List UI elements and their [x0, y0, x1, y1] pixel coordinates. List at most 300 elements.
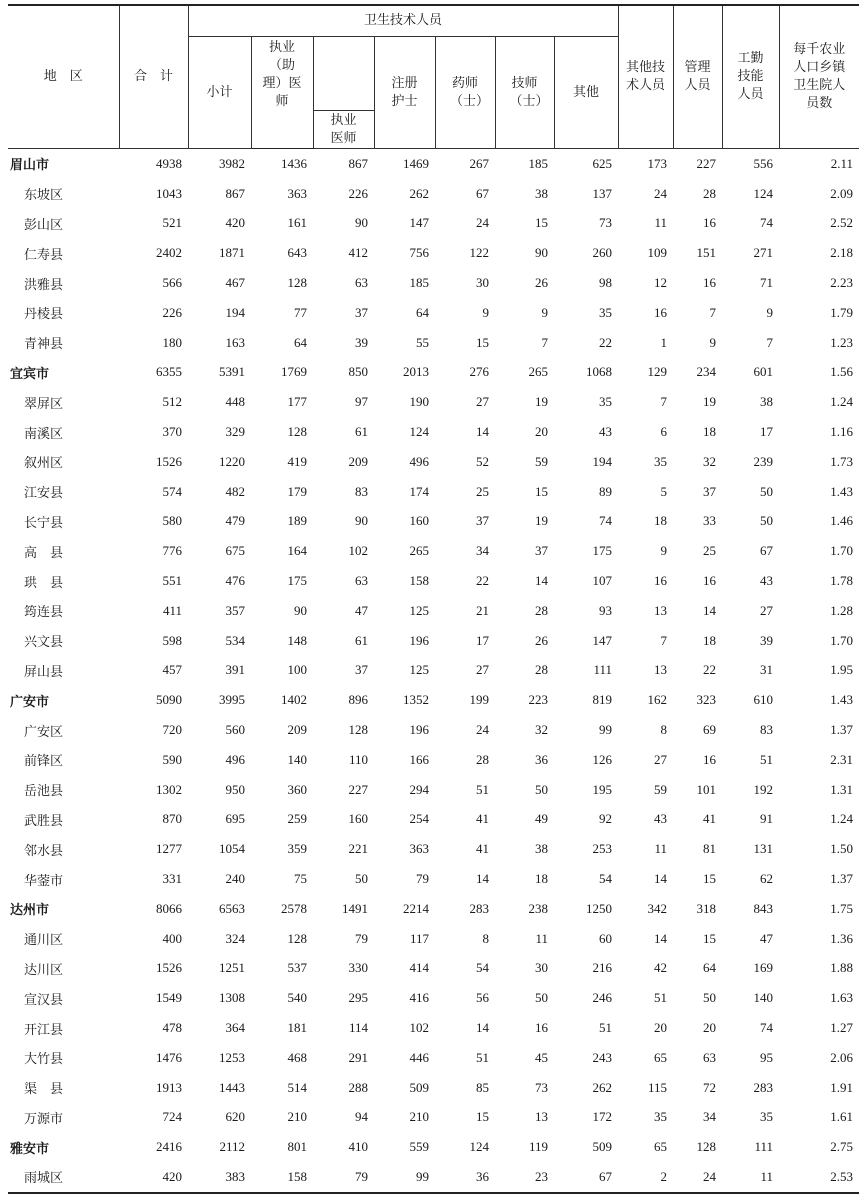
value-cell: 172 — [592, 1109, 613, 1125]
value-cell: 1402 — [281, 692, 307, 708]
value-cell: 61 — [355, 632, 368, 648]
value-cell: 117 — [409, 930, 429, 946]
value-cell: 50 — [760, 513, 774, 529]
value-cell: 1.78 — [830, 573, 854, 589]
value-cell: 17 — [760, 424, 774, 440]
value-cell: 2402 — [156, 245, 182, 261]
value-cell: 27 — [476, 662, 489, 678]
table-row — [8, 179, 859, 209]
value-cell: 60 — [599, 930, 613, 946]
value-cell: 83 — [355, 483, 368, 499]
value-cell: 166 — [409, 751, 429, 767]
value-cell: 16 — [654, 573, 668, 589]
value-cell: 560 — [225, 722, 245, 738]
value-cell: 15 — [535, 483, 548, 499]
value-cell: 114 — [348, 1020, 368, 1035]
value-cell: 330 — [348, 960, 368, 976]
value-cell: 262 — [409, 185, 429, 201]
header-other-tech: 其他技术人员 — [618, 5, 673, 149]
value-cell: 598 — [162, 632, 182, 648]
region-name: 大竹县 — [24, 1052, 64, 1068]
value-cell: 2578 — [281, 900, 307, 916]
table-row — [8, 417, 859, 447]
value-cell: 1469 — [403, 155, 429, 171]
value-cell: 54 — [476, 960, 489, 976]
value-cell: 43 — [599, 424, 613, 440]
value-cell: 37 — [703, 483, 717, 499]
value-cell: 69 — [703, 722, 717, 738]
value-cell: 238 — [528, 900, 548, 916]
value-cell: 63 — [355, 573, 368, 589]
table-row — [8, 1013, 859, 1043]
header-practicing-physician — [313, 37, 374, 149]
value-cell: 695 — [225, 811, 245, 827]
value-cell: 271 — [753, 245, 774, 261]
value-cell: 420 — [119, 1162, 188, 1193]
header-region: 地 区 — [8, 5, 119, 149]
value-cell: 169 — [753, 960, 774, 976]
value-cell: 482 — [225, 483, 245, 499]
value-cell: 240 — [225, 871, 245, 887]
value-cell: 51 — [654, 990, 668, 1006]
value-cell: 25 — [476, 483, 489, 499]
value-cell: 67 — [554, 1162, 618, 1193]
value-cell: 16 — [703, 215, 717, 231]
value-cell: 67 — [476, 185, 489, 201]
value-cell: 111 — [754, 1139, 774, 1155]
city-row — [8, 894, 859, 924]
value-cell: 2.52 — [830, 215, 854, 231]
value-cell: 223 — [528, 692, 548, 708]
value-cell: 9 — [660, 543, 668, 559]
value-cell: 90 — [294, 602, 307, 618]
value-cell: 1.61 — [830, 1109, 854, 1125]
value-cell: 19 — [535, 394, 548, 410]
value-cell: 13 — [654, 602, 668, 618]
value-cell: 79 — [416, 871, 429, 887]
value-cell: 18 — [703, 424, 717, 440]
header-subtotal: 小计 — [188, 37, 251, 149]
value-cell: 870 — [162, 811, 182, 827]
value-cell: 226 — [348, 185, 368, 201]
value-cell: 950 — [225, 781, 245, 797]
value-cell: 210 — [409, 1109, 429, 1125]
value-cell: 9 — [541, 304, 548, 320]
table-row — [8, 1103, 859, 1133]
value-cell: 64 — [294, 334, 307, 350]
value-cell: 39 — [760, 632, 774, 648]
table-row — [8, 566, 859, 596]
region-name: 万源市 — [24, 1111, 64, 1127]
table-row — [8, 387, 859, 417]
value-cell: 43 — [654, 811, 668, 827]
value-cell: 6 — [660, 424, 668, 440]
value-cell: 540 — [287, 990, 307, 1006]
table-row — [8, 775, 859, 805]
value-cell: 5391 — [219, 364, 245, 380]
value-cell: 24 — [476, 722, 489, 738]
value-cell: 23 — [495, 1162, 554, 1193]
value-cell: 163 — [225, 334, 245, 350]
value-cell: 2013 — [403, 364, 429, 380]
value-cell: 243 — [592, 1049, 613, 1065]
value-cell: 90 — [535, 245, 548, 261]
value-cell: 39 — [355, 334, 368, 350]
value-cell: 24 — [476, 215, 489, 231]
region-name: 广安市 — [10, 694, 50, 710]
region-name: 仁寿县 — [24, 247, 64, 263]
table-row — [8, 715, 859, 745]
value-cell: 147 — [409, 215, 429, 231]
value-cell: 102 — [409, 1020, 429, 1035]
value-cell: 124 — [753, 185, 774, 201]
value-cell: 254 — [409, 811, 429, 827]
value-cell: 843 — [753, 900, 774, 916]
value-cell: 67 — [760, 543, 774, 559]
value-cell: 27 — [654, 751, 668, 767]
value-cell: 1277 — [156, 841, 182, 857]
value-cell: 342 — [647, 900, 668, 916]
table-row — [8, 209, 859, 239]
value-cell: 160 — [348, 811, 368, 827]
value-cell: 1.24 — [830, 394, 854, 410]
value-cell: 62 — [760, 871, 774, 887]
value-cell: 54 — [599, 871, 613, 887]
value-cell: 420 — [225, 215, 245, 231]
value-cell: 457 — [162, 662, 182, 678]
value-cell: 1 — [660, 334, 668, 350]
value-cell: 34 — [476, 543, 489, 559]
value-cell: 1043 — [156, 185, 182, 201]
value-cell: 209 — [287, 722, 307, 738]
value-cell: 15 — [535, 215, 548, 231]
value-cell: 1250 — [586, 900, 613, 916]
value-cell: 107 — [592, 573, 613, 589]
value-cell: 51 — [760, 751, 774, 767]
value-cell: 11 — [722, 1162, 779, 1193]
value-cell: 35 — [654, 1109, 668, 1125]
value-cell: 2214 — [403, 900, 429, 916]
value-cell: 1.37 — [830, 871, 854, 887]
value-cell: 14 — [476, 1020, 489, 1035]
value-cell: 41 — [476, 841, 489, 857]
value-cell: 28 — [703, 185, 717, 201]
value-cell: 85 — [476, 1079, 489, 1095]
value-cell: 128 — [348, 722, 368, 738]
region-name: 宜宾市 — [10, 366, 50, 382]
value-cell: 496 — [409, 453, 429, 469]
value-cell: 234 — [696, 364, 717, 380]
value-cell: 21 — [476, 602, 489, 618]
statistics-table-page — [8, 4, 859, 1194]
value-cell: 28 — [535, 662, 548, 678]
value-cell: 411 — [162, 602, 182, 618]
table-row — [8, 924, 859, 954]
value-cell: 7 — [660, 632, 668, 648]
value-cell: 45 — [535, 1049, 548, 1065]
value-cell: 331 — [162, 871, 182, 887]
value-cell: 1443 — [219, 1079, 245, 1095]
value-cell: 467 — [225, 275, 245, 291]
value-cell: 179 — [287, 483, 307, 499]
value-cell: 18 — [654, 513, 668, 529]
value-cell: 11 — [535, 930, 548, 946]
region-name: 高 县 — [24, 545, 64, 561]
value-cell: 90 — [355, 513, 368, 529]
region-name: 筠连县 — [24, 605, 64, 621]
value-cell: 610 — [753, 692, 774, 708]
value-cell: 126 — [592, 751, 613, 767]
value-cell: 30 — [476, 275, 489, 291]
value-cell: 360 — [287, 781, 307, 797]
value-cell: 16 — [703, 573, 717, 589]
value-cell: 1.16 — [830, 424, 854, 440]
value-cell: 2.53 — [779, 1162, 859, 1193]
value-cell: 1476 — [156, 1049, 182, 1065]
value-cell: 124 — [409, 424, 429, 440]
region-name: 珙 县 — [24, 575, 64, 591]
value-cell: 776 — [162, 543, 182, 559]
value-cell: 590 — [162, 751, 182, 767]
value-cell: 7 — [541, 334, 548, 350]
value-cell: 16 — [703, 275, 717, 291]
table-row — [8, 834, 859, 864]
value-cell: 131 — [753, 841, 774, 857]
value-cell: 414 — [409, 960, 429, 976]
region-name: 岳池县 — [24, 784, 64, 800]
value-cell: 189 — [287, 513, 307, 529]
value-cell: 110 — [348, 751, 368, 767]
region-name: 南溪区 — [24, 426, 64, 442]
value-cell: 196 — [409, 722, 429, 738]
region-name: 广安区 — [24, 724, 64, 740]
value-cell: 14 — [476, 871, 489, 887]
value-cell: 5 — [660, 483, 668, 499]
region-name: 雅安市 — [10, 1141, 50, 1157]
value-cell: 210 — [287, 1109, 307, 1125]
value-cell: 64 — [703, 960, 717, 976]
value-cell: 363 — [287, 185, 307, 201]
value-cell: 1352 — [403, 692, 429, 708]
value-cell: 59 — [535, 453, 548, 469]
region-name: 长宁县 — [24, 515, 64, 531]
value-cell: 164 — [287, 543, 307, 559]
value-cell: 99 — [374, 1162, 435, 1193]
value-cell: 81 — [703, 841, 717, 857]
value-cell: 1.63 — [830, 990, 854, 1006]
value-cell: 128 — [287, 424, 307, 440]
value-cell: 2 — [618, 1162, 673, 1193]
value-cell: 24 — [673, 1162, 722, 1193]
value-cell: 37 — [535, 543, 548, 559]
value-cell: 100 — [287, 662, 307, 678]
region-name: 达川区 — [24, 962, 64, 978]
value-cell: 22 — [599, 334, 613, 350]
value-cell: 551 — [162, 573, 182, 589]
value-cell: 51 — [476, 781, 489, 797]
value-cell: 91 — [760, 811, 774, 827]
table-row — [8, 1073, 859, 1103]
value-cell: 20 — [654, 1020, 668, 1035]
value-cell: 2416 — [156, 1139, 182, 1155]
value-cell: 14 — [703, 602, 717, 618]
value-cell: 6355 — [156, 364, 182, 380]
value-cell: 534 — [225, 632, 245, 648]
value-cell: 94 — [355, 1109, 368, 1125]
value-cell: 102 — [348, 543, 368, 559]
value-cell: 1.24 — [830, 811, 854, 827]
region-name: 宣汉县 — [24, 992, 64, 1008]
value-cell: 601 — [753, 364, 774, 380]
value-cell: 25 — [703, 543, 717, 559]
value-cell: 675 — [225, 543, 245, 559]
value-cell: 227 — [348, 781, 368, 797]
value-cell: 111 — [593, 662, 613, 678]
value-cell: 20 — [703, 1020, 717, 1035]
value-cell: 1253 — [219, 1049, 245, 1065]
value-cell: 1.50 — [830, 841, 854, 857]
value-cell: 2112 — [219, 1139, 245, 1155]
value-cell: 61 — [355, 424, 368, 440]
value-cell: 18 — [703, 632, 717, 648]
value-cell: 8066 — [156, 900, 182, 916]
header-other: 其他 — [554, 37, 618, 149]
value-cell: 52 — [476, 453, 489, 469]
city-row — [8, 149, 859, 179]
value-cell: 1.43 — [830, 692, 854, 708]
value-cell: 15 — [476, 1109, 489, 1125]
region-name: 眉山市 — [10, 158, 50, 174]
value-cell: 148 — [287, 632, 307, 648]
value-cell: 468 — [287, 1049, 307, 1065]
value-cell: 580 — [162, 513, 182, 529]
value-cell: 1769 — [281, 364, 307, 380]
table-header — [8, 5, 859, 149]
city-row — [8, 358, 859, 388]
value-cell: 1526 — [156, 960, 182, 976]
value-cell: 36 — [535, 751, 548, 767]
value-cell: 50 — [760, 483, 774, 499]
region-name: 达州市 — [10, 903, 50, 919]
value-cell: 194 — [225, 304, 245, 320]
region-name: 青神县 — [24, 337, 64, 353]
value-cell: 160 — [409, 513, 429, 529]
header-practicing-physician-label: 执业医师 — [330, 112, 357, 146]
value-cell: 9 — [709, 334, 717, 350]
value-cell: 391 — [225, 662, 245, 678]
value-cell: 867 — [225, 185, 245, 201]
header-registered-nurse: 注册护士 — [374, 37, 435, 149]
value-cell: 36 — [435, 1162, 495, 1193]
value-cell: 128 — [287, 275, 307, 291]
value-cell: 323 — [696, 692, 717, 708]
value-cell: 28 — [535, 602, 548, 618]
value-cell: 161 — [287, 215, 307, 231]
value-cell: 109 — [647, 245, 668, 261]
value-cell: 283 — [469, 900, 489, 916]
value-cell: 574 — [162, 483, 182, 499]
value-cell: 512 — [162, 394, 182, 410]
value-cell: 566 — [162, 275, 182, 291]
value-cell: 896 — [348, 692, 368, 708]
value-cell: 128 — [696, 1139, 717, 1155]
header-per-thousand: 每千农业人口乡镇卫生院人员数 — [779, 5, 859, 149]
value-cell: 99 — [599, 722, 613, 738]
value-cell: 19 — [535, 513, 548, 529]
value-cell: 1054 — [219, 841, 245, 857]
value-cell: 259 — [287, 811, 307, 827]
value-cell: 496 — [225, 751, 245, 767]
value-cell: 11 — [654, 215, 668, 231]
value-cell: 65 — [654, 1139, 668, 1155]
value-cell: 1.43 — [830, 483, 854, 499]
table-row — [8, 805, 859, 835]
value-cell: 151 — [696, 245, 717, 261]
value-cell: 115 — [648, 1079, 668, 1095]
header-practicing-assistant: 执业（助理）医师 — [251, 37, 313, 112]
table-row — [8, 477, 859, 507]
table-row — [8, 1043, 859, 1073]
region-name: 东坡区 — [24, 188, 64, 204]
value-cell: 867 — [348, 155, 368, 171]
region-name: 彭山区 — [24, 217, 64, 233]
value-cell: 24 — [654, 185, 668, 201]
table-row — [8, 626, 859, 656]
value-cell: 1526 — [156, 453, 182, 469]
value-cell: 265 — [409, 543, 429, 559]
value-cell: 14 — [535, 573, 548, 589]
value-cell: 7 — [709, 304, 717, 320]
region-name: 雨城区 — [8, 1162, 119, 1193]
city-row — [8, 685, 859, 715]
value-cell: 537 — [287, 960, 307, 976]
value-cell: 26 — [535, 275, 548, 291]
value-cell: 17 — [476, 632, 489, 648]
value-cell: 1.36 — [830, 930, 854, 946]
value-cell: 16 — [654, 304, 668, 320]
region-name: 开江县 — [24, 1022, 64, 1038]
table-row — [8, 298, 859, 328]
header-management: 管理人员 — [673, 5, 722, 149]
value-cell: 239 — [753, 453, 774, 469]
value-cell: 412 — [348, 245, 368, 261]
value-cell: 79 — [313, 1162, 374, 1193]
value-cell: 173 — [647, 155, 668, 171]
value-cell: 20 — [535, 424, 548, 440]
value-cell: 2.75 — [830, 1139, 854, 1155]
value-cell: 27 — [476, 394, 489, 410]
value-cell: 47 — [355, 602, 368, 618]
value-cell: 65 — [654, 1049, 668, 1065]
value-cell: 9 — [482, 304, 489, 320]
value-cell: 291 — [348, 1049, 368, 1065]
value-cell: 192 — [753, 781, 774, 797]
value-cell: 50 — [703, 990, 717, 1006]
value-cell: 49 — [535, 811, 548, 827]
value-cell: 2.18 — [830, 245, 854, 261]
value-cell: 32 — [535, 722, 548, 738]
value-cell: 140 — [753, 990, 774, 1006]
value-cell: 448 — [225, 394, 245, 410]
value-cell: 43 — [760, 573, 774, 589]
value-cell: 190 — [409, 394, 429, 410]
value-cell: 819 — [592, 692, 613, 708]
value-cell: 1.27 — [830, 1020, 854, 1035]
value-cell: 283 — [753, 1079, 774, 1095]
value-cell: 79 — [355, 930, 368, 946]
value-cell: 181 — [287, 1020, 307, 1035]
value-cell: 1871 — [219, 245, 245, 261]
